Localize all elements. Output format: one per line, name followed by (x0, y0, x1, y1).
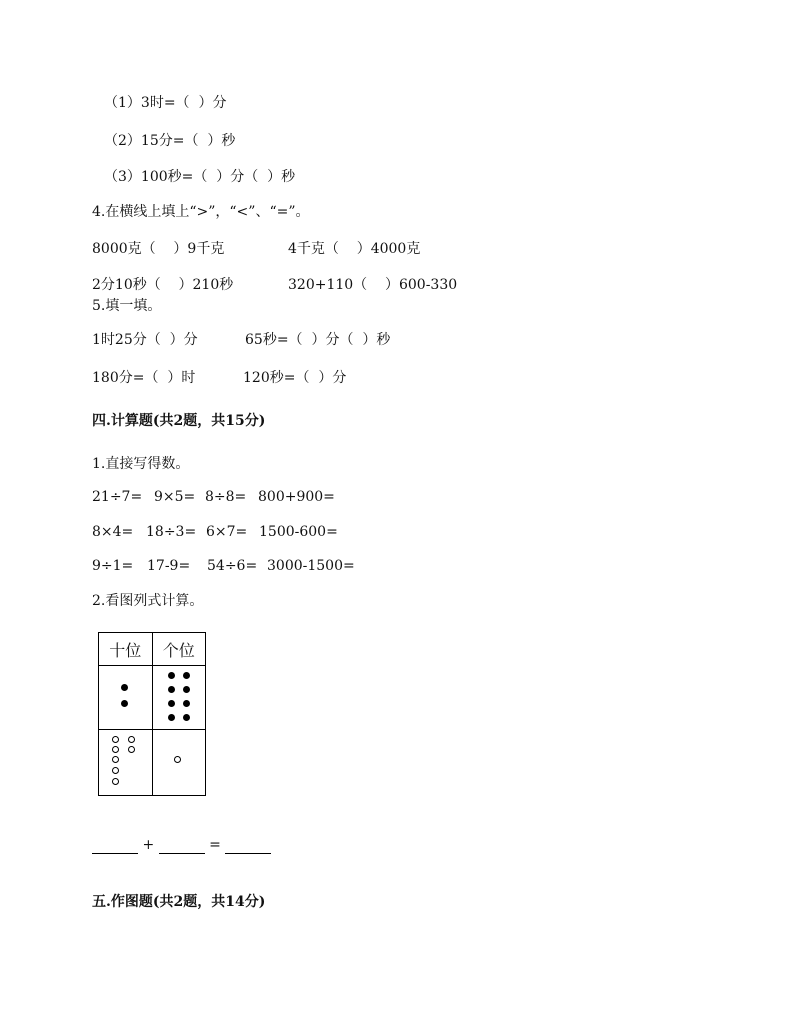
filled-bead (183, 700, 190, 707)
q5-title: 5.填一填。 (92, 298, 162, 314)
q5-row1-right: 65秒=（ ）分（ ）秒 (245, 332, 391, 348)
header-ones: 个位 (152, 633, 206, 666)
calc-r1-c1: 21÷7= (92, 489, 143, 505)
calc-r1-c2: 9×5= (154, 489, 196, 505)
hollow-bead (112, 736, 119, 743)
q4-row1-right: 4千克（ ）4000克 (288, 241, 421, 257)
q5-row1-left: 1时25分（ ）分 (92, 332, 198, 348)
calc-r3-c1: 9÷1= (92, 558, 134, 574)
answer-blank-1[interactable] (92, 839, 138, 854)
ones-cell-hollow (152, 730, 206, 796)
section5-heading: 五.作图题(共2题，共14分) (92, 894, 266, 910)
hollow-bead (112, 778, 119, 785)
calc-r1-c3: 8÷8= (205, 489, 247, 505)
filled-bead (183, 686, 190, 693)
answer-blank-2[interactable] (159, 839, 205, 854)
q3-item-3: （3）100秒=（ ）分（ ）秒 (104, 169, 296, 185)
hollow-bead (112, 746, 119, 753)
q5-row2-left: 180分=（ ）时 (92, 370, 196, 386)
q5-row2-right: 120秒=（ ）分 (243, 370, 347, 386)
calc-r3-c4: 3000-1500= (267, 558, 355, 574)
calc-title: 1.直接写得数。 (92, 456, 190, 472)
calc-r3-c3: 54÷6= (207, 558, 258, 574)
q4-title: 4.在横线上填上“>”，“<”、“=”。 (92, 204, 310, 220)
calc-r3-c2: 17-9= (147, 558, 191, 574)
q4-row1-left: 8000克（ ）9千克 (92, 241, 225, 257)
calc-r2-c1: 8×4= (92, 524, 134, 540)
filled-bead (183, 672, 190, 679)
answer-blank-3[interactable] (225, 839, 271, 854)
equation-line (92, 836, 271, 854)
filled-bead (121, 684, 128, 691)
calc-r1-c4: 800+900= (258, 489, 335, 505)
filled-bead (168, 686, 175, 693)
plus-sign: + (142, 837, 155, 853)
picture-calc-title: 2.看图列式计算。 (92, 593, 204, 609)
calc-r2-c3: 6×7= (206, 524, 248, 540)
place-value-table (98, 632, 206, 796)
header-tens: 十位 (99, 633, 153, 666)
q4-row2-left: 2分10秒（ ）210秒 (92, 277, 234, 293)
filled-bead (168, 714, 175, 721)
filled-bead (168, 672, 175, 679)
hollow-bead (112, 767, 119, 774)
tens-cell-filled (99, 666, 153, 730)
ones-cell-filled (152, 666, 206, 730)
calc-r2-c2: 18÷3= (146, 524, 197, 540)
equals-sign: = (209, 837, 221, 853)
filled-bead (183, 714, 190, 721)
calc-r2-c4: 1500-600= (259, 524, 338, 540)
filled-bead (168, 700, 175, 707)
hollow-bead (128, 746, 135, 753)
filled-bead (121, 700, 128, 707)
tens-cell-hollow (99, 730, 153, 796)
q4-row2-right: 320+110（ ）600-330 (288, 277, 458, 293)
hollow-bead (128, 736, 135, 743)
hollow-bead (174, 756, 181, 763)
section4-heading: 四.计算题(共2题，共15分) (92, 413, 266, 429)
q3-item-2: （2）15分=（ ）秒 (104, 133, 236, 149)
hollow-bead (112, 756, 119, 763)
q3-item-1: （1）3时=（ ）分 (104, 95, 227, 111)
